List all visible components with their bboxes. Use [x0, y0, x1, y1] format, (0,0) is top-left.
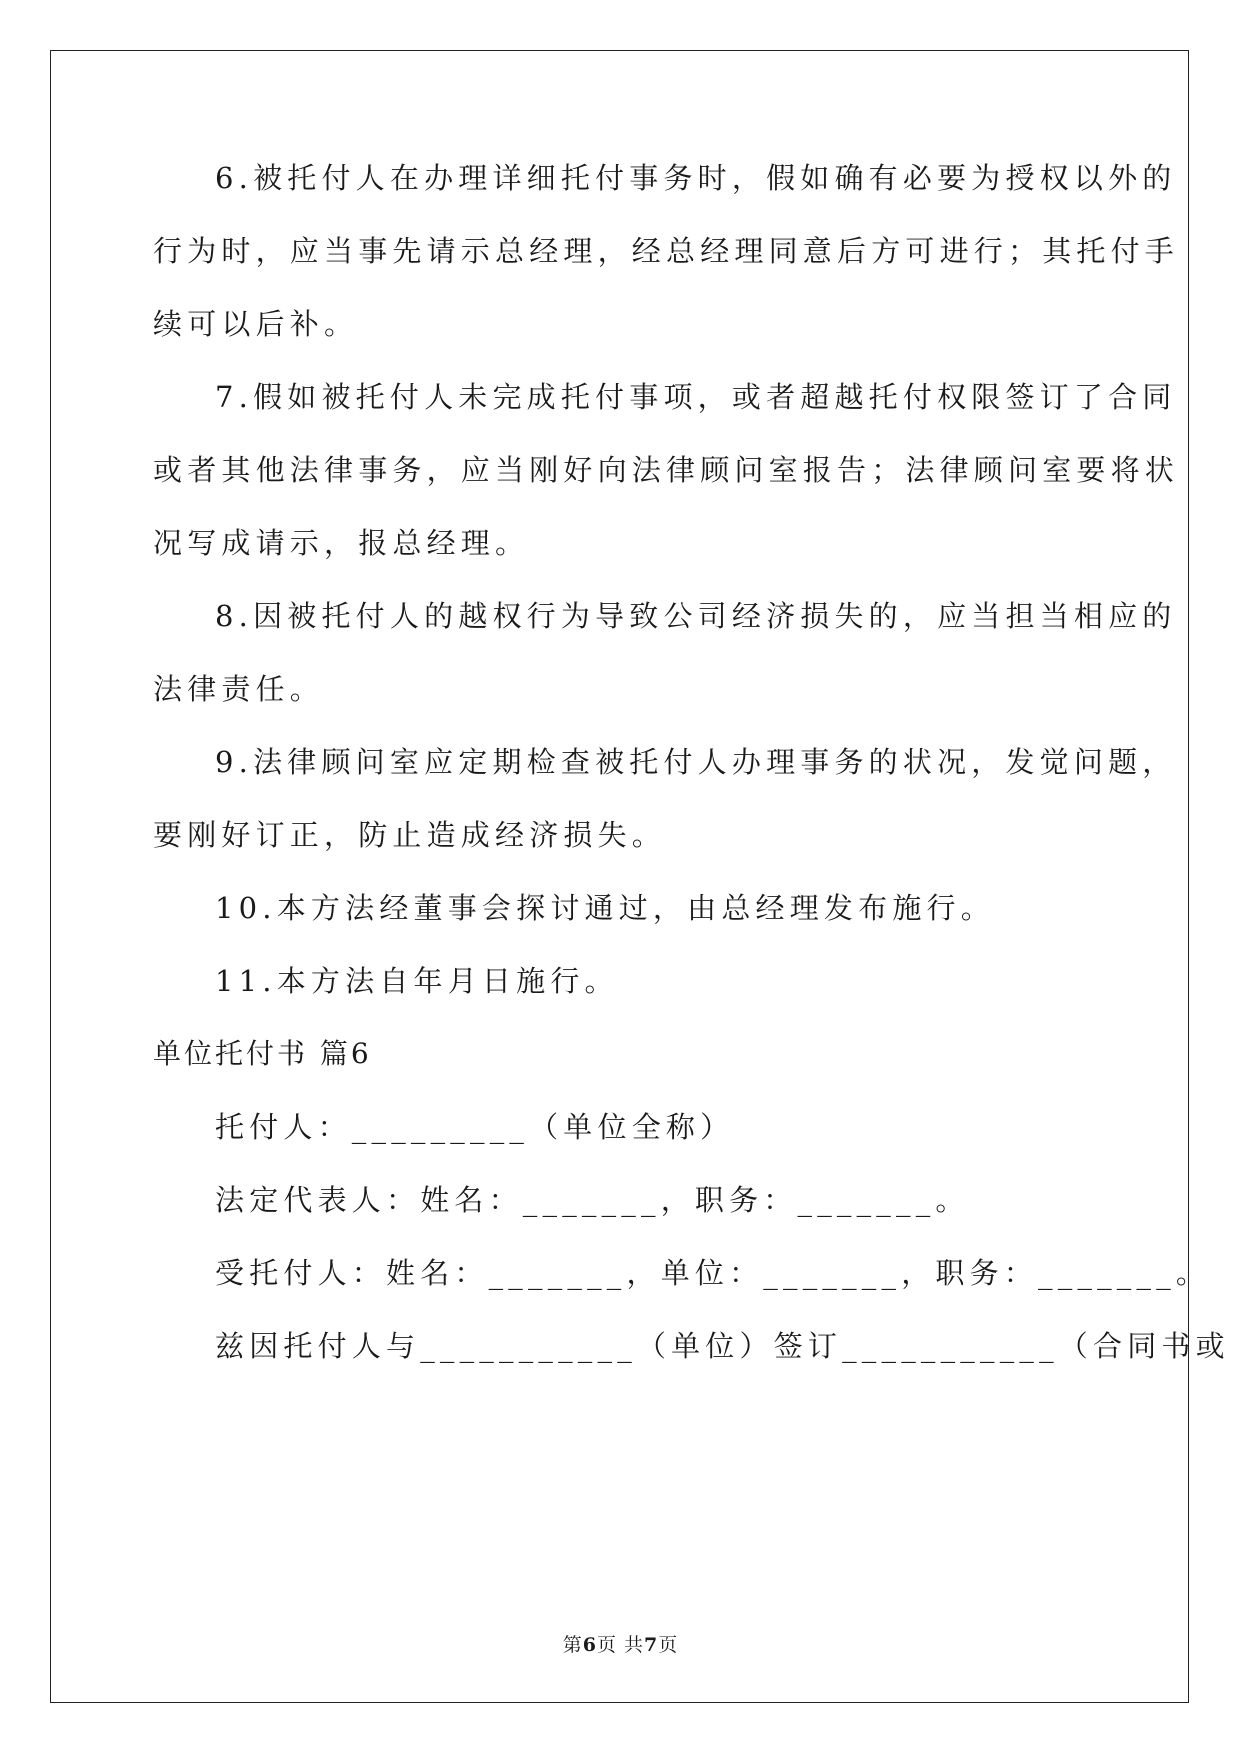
form-line-reason: 兹因托付人与___________（单位）签订___________（合同书或 [215, 1329, 1230, 1363]
footer-total-pages: 7 [644, 1634, 659, 1656]
text-line: 法律责任。 [153, 672, 325, 706]
page-footer [0, 1630, 1241, 1657]
text-line: 要刚好订正，防止造成经济损失。 [153, 818, 667, 852]
text-line: 9.法律顾问室应定期检查被托付人办理事务的状况，发觉问题， [215, 745, 1177, 779]
text-line: 行为时，应当事先请示总经理，经总经理同意后方可进行；其托付手 [153, 234, 1180, 268]
text-line: 6.被托付人在办理详细托付事务时，假如确有必要为授权以外的 [215, 161, 1177, 195]
page-border [50, 50, 1189, 1703]
form-line-legal-rep: 法定代表人：姓名：_______，职务：_______。 [215, 1183, 970, 1217]
footer-mid: 页 共 [596, 1634, 645, 1656]
footer-suffix: 页 [658, 1634, 679, 1656]
text-line: 10.本方法经董事会探讨通过，由总经理发布施行。 [215, 891, 995, 925]
text-line: 续可以后补。 [153, 307, 359, 341]
text-line: 或者其他法律事务，应当刚好向法律顾问室报告；法律顾问室要将状 [153, 453, 1180, 487]
text-line: 7.假如被托付人未完成托付事项，或者超越托付权限签订了合同 [215, 380, 1177, 414]
text-line: 8.因被托付人的越权行为导致公司经济损失的，应当担当相应的 [215, 599, 1177, 633]
text-line: 11.本方法自年月日施行。 [215, 964, 619, 998]
footer-current-page: 6 [582, 1634, 597, 1656]
text-line: 况写成请示，报总经理。 [153, 526, 530, 560]
footer-prefix: 第 [562, 1634, 583, 1656]
form-line-agent: 受托付人：姓名：_______，单位：_______，职务：_______。 [215, 1256, 1211, 1290]
form-line-principal: 托付人：_________（单位全称） [215, 1110, 735, 1144]
section-heading: 单位托付书 篇6 [153, 1037, 372, 1070]
